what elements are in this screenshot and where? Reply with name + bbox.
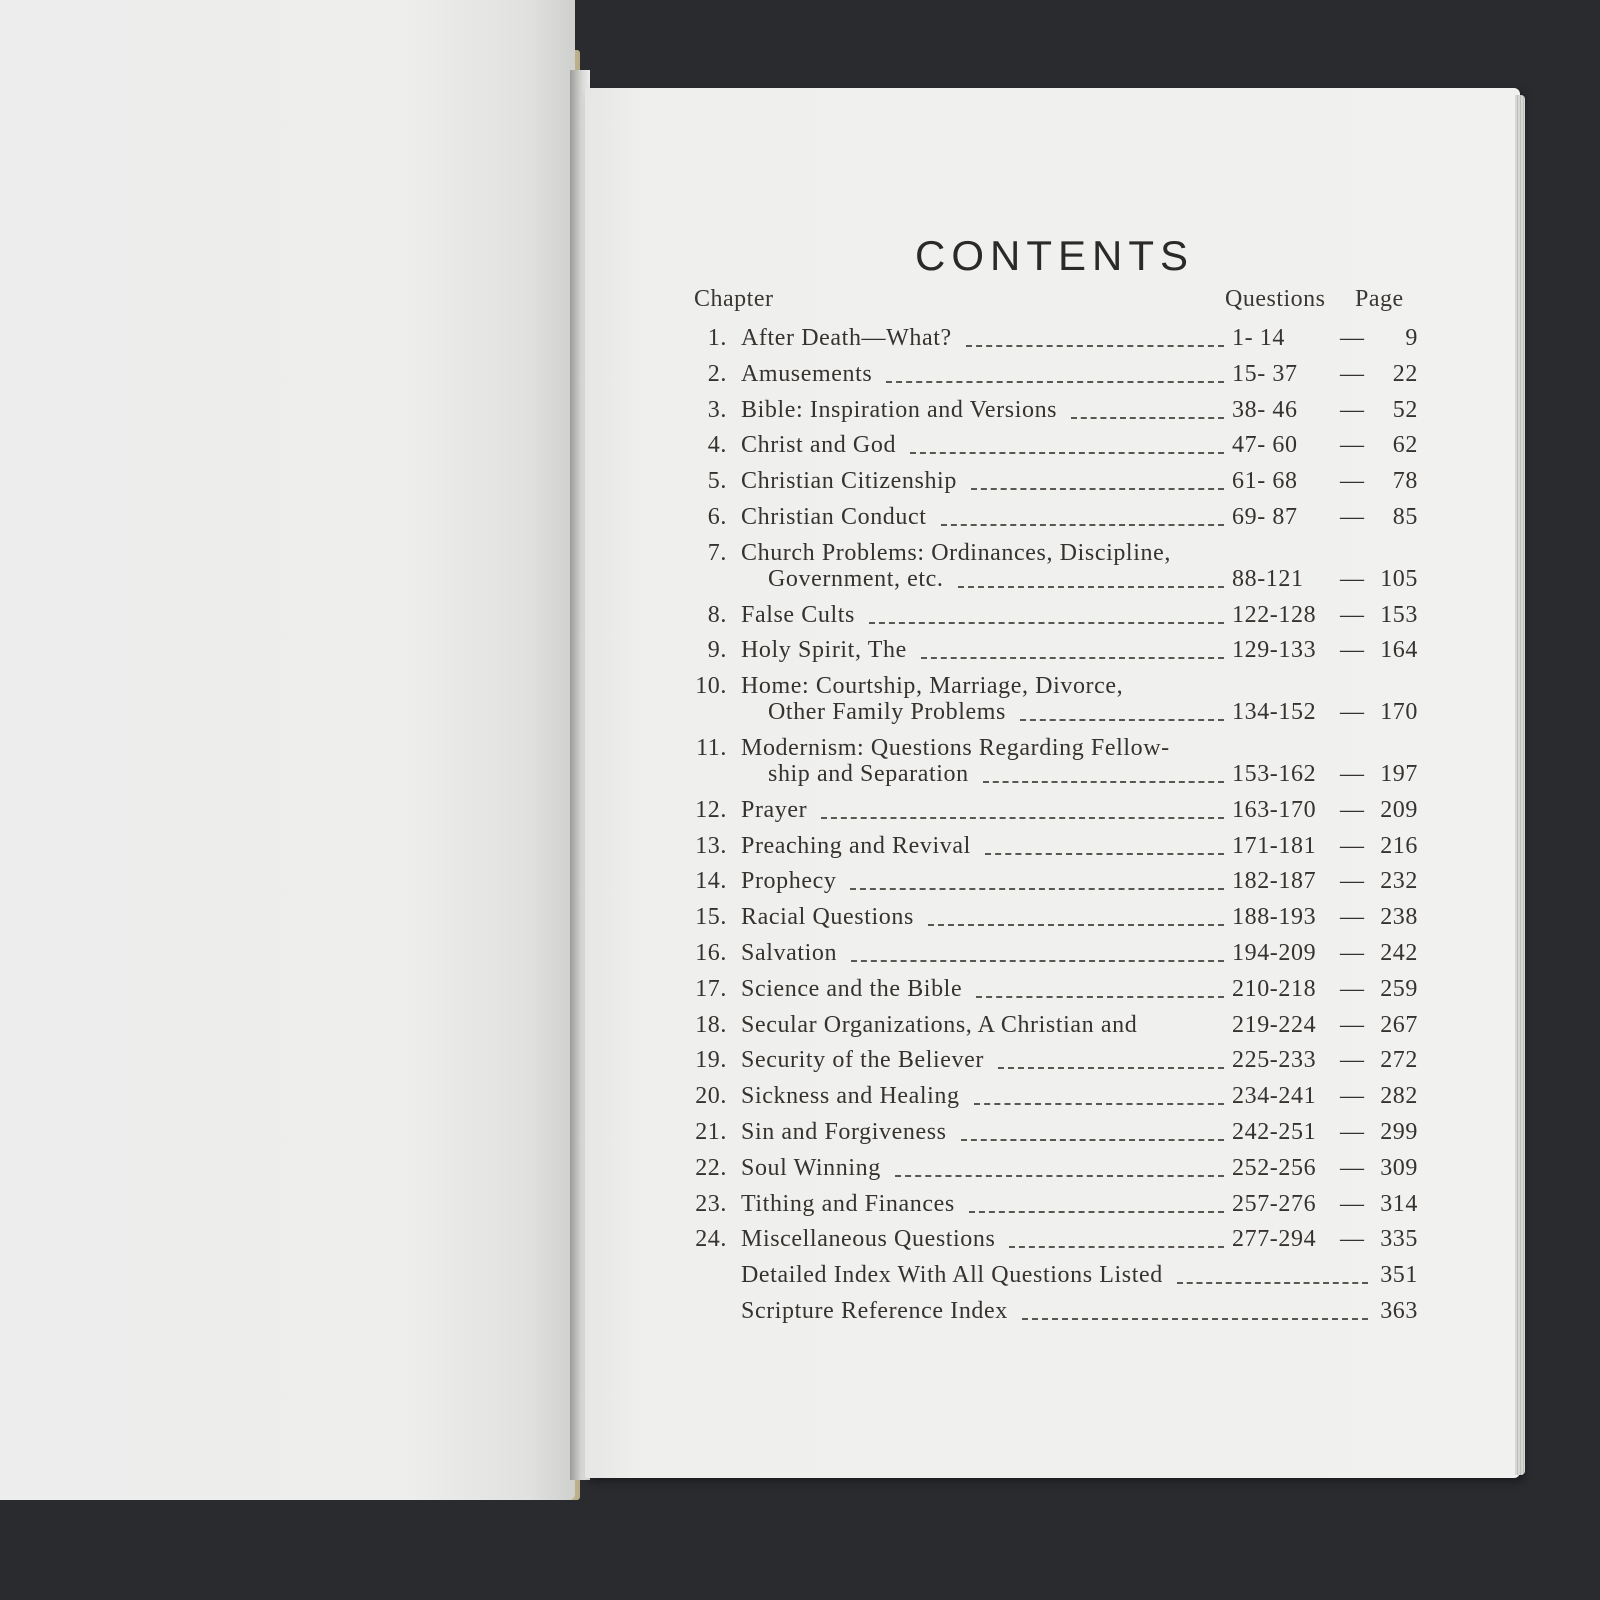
toc-entry xyxy=(0,1298,1600,1328)
page-number: 62 xyxy=(1392,432,1418,459)
dot-leader xyxy=(998,1067,1224,1069)
page-number: 22 xyxy=(1392,360,1418,387)
page-number: 78 xyxy=(1392,468,1418,495)
chapter-number: 9. xyxy=(707,637,727,664)
em-dash-separator: — xyxy=(1340,904,1365,931)
dot-leader xyxy=(886,381,1224,383)
chapter-title: Secular Organizations, A Christian and xyxy=(741,1011,1138,1038)
toc-entry xyxy=(0,735,1600,787)
questions-range: 47- 60 xyxy=(1232,432,1298,459)
page-number: 216 xyxy=(1380,832,1418,859)
chapter-title: Soul Winning xyxy=(741,1154,881,1181)
chapter-number: 13. xyxy=(695,832,727,859)
page-number: 209 xyxy=(1380,796,1418,823)
page-number: 164 xyxy=(1380,637,1418,664)
chapter-number: 23. xyxy=(695,1190,727,1217)
toc-entry xyxy=(0,361,1600,391)
em-dash-separator: — xyxy=(1340,868,1365,895)
chapter-number: 3. xyxy=(707,396,727,423)
questions-range: 234-241 xyxy=(1232,1083,1317,1110)
em-dash-separator: — xyxy=(1340,940,1365,966)
chapter-title-continued: Other Family Problems xyxy=(768,699,1006,726)
toc-entry xyxy=(0,325,1600,355)
dot-leader xyxy=(851,960,1224,962)
chapter-title: Tithing and Finances xyxy=(741,1190,955,1217)
dot-leader xyxy=(869,622,1224,624)
toc-entry xyxy=(0,1083,1600,1113)
questions-range: 182-187 xyxy=(1232,868,1317,895)
chapter-number: 6. xyxy=(707,504,727,530)
dot-leader xyxy=(1022,1318,1368,1320)
chapter-title: Holy Spirit, The xyxy=(741,637,907,664)
em-dash-separator: — xyxy=(1340,796,1365,823)
dot-leader xyxy=(910,452,1224,454)
chapter-number: 24. xyxy=(695,1226,727,1253)
toc-entry xyxy=(0,904,1600,934)
toc-entry xyxy=(0,637,1600,667)
questions-range: 38- 46 xyxy=(1232,396,1298,423)
dot-leader xyxy=(976,996,1224,998)
chapter-title: Christian Citizenship xyxy=(741,468,957,495)
questions-range: 225-233 xyxy=(1232,1047,1317,1074)
page-number: 299 xyxy=(1380,1119,1418,1145)
toc-entry xyxy=(0,602,1600,632)
toc-entry xyxy=(0,1155,1600,1185)
page-number: 105 xyxy=(1380,565,1418,592)
dot-leader xyxy=(1071,417,1224,419)
page-number: 363 xyxy=(1380,1298,1418,1324)
questions-column-header: Questions xyxy=(1225,286,1326,312)
em-dash-separator: — xyxy=(1340,1190,1365,1217)
chapter-title: Racial Questions xyxy=(741,904,914,931)
chapter-column-header: Chapter xyxy=(694,286,774,312)
dot-leader xyxy=(1177,1282,1368,1284)
questions-range: 252-256 xyxy=(1232,1154,1317,1181)
chapter-title: Detailed Index With All Questions Listed xyxy=(741,1262,1163,1289)
toc-entry xyxy=(0,1047,1600,1077)
chapter-number: 11. xyxy=(696,735,727,761)
toc-entry xyxy=(0,397,1600,427)
questions-range: 188-193 xyxy=(1232,904,1317,931)
toc-entry xyxy=(0,1226,1600,1256)
page-number: 259 xyxy=(1380,975,1418,1002)
chapter-number: 18. xyxy=(695,1011,727,1038)
chapter-title: Prophecy xyxy=(741,868,837,895)
em-dash-separator: — xyxy=(1340,1119,1365,1145)
em-dash-separator: — xyxy=(1340,1154,1365,1181)
questions-range: 122-128 xyxy=(1232,601,1317,628)
questions-range: 219-224 xyxy=(1232,1011,1317,1038)
page-number: 282 xyxy=(1380,1083,1418,1110)
page-number: 267 xyxy=(1380,1011,1418,1038)
chapter-title: Sickness and Healing xyxy=(741,1083,960,1110)
em-dash-separator: — xyxy=(1340,396,1365,423)
questions-range: 277-294 xyxy=(1232,1226,1317,1253)
chapter-title: Science and the Bible xyxy=(741,975,963,1002)
dot-leader xyxy=(985,853,1224,855)
chapter-title-continued: ship and Separation xyxy=(768,761,969,787)
dot-leader xyxy=(961,1139,1224,1141)
chapter-number: 8. xyxy=(707,601,727,628)
toc-entry xyxy=(0,468,1600,498)
page-number: 52 xyxy=(1392,396,1418,423)
questions-range: 1- 14 xyxy=(1232,325,1285,351)
chapter-title: Christ and God xyxy=(741,432,897,459)
page-number: 272 xyxy=(1380,1047,1418,1074)
chapter-title: Sin and Forgiveness xyxy=(741,1119,947,1145)
questions-range: 257-276 xyxy=(1232,1190,1317,1217)
dot-leader xyxy=(966,345,1224,347)
chapter-number: 12. xyxy=(695,796,727,823)
questions-range: 15- 37 xyxy=(1232,360,1298,387)
dot-leader xyxy=(971,488,1224,490)
em-dash-separator: — xyxy=(1340,699,1365,726)
toc-entry xyxy=(0,1119,1600,1149)
dot-leader xyxy=(821,817,1224,819)
page-number: 335 xyxy=(1380,1226,1418,1253)
toc-entry xyxy=(0,504,1600,534)
dot-leader xyxy=(969,1211,1224,1213)
questions-range: 69- 87 xyxy=(1232,504,1298,530)
toc-entry xyxy=(0,1262,1600,1292)
questions-range: 163-170 xyxy=(1232,796,1317,823)
toc-entry xyxy=(0,432,1600,462)
chapter-number: 20. xyxy=(695,1083,727,1110)
toc-entry xyxy=(0,1191,1600,1221)
questions-range: 242-251 xyxy=(1232,1119,1317,1145)
chapter-number: 7. xyxy=(707,539,727,566)
chapter-number: 2. xyxy=(707,360,727,387)
chapter-number: 14. xyxy=(695,868,727,895)
page-number: 153 xyxy=(1380,601,1418,628)
chapter-number: 17. xyxy=(695,975,727,1002)
em-dash-separator: — xyxy=(1340,637,1365,664)
chapter-title: Salvation xyxy=(741,940,838,966)
toc-entry xyxy=(0,868,1600,898)
dot-leader xyxy=(941,524,1224,526)
page-number: 85 xyxy=(1392,504,1418,530)
page-number: 238 xyxy=(1380,904,1418,931)
page-number: 242 xyxy=(1380,940,1418,966)
chapter-title: Prayer xyxy=(741,796,808,823)
toc-entry xyxy=(0,833,1600,863)
chapter-number: 15. xyxy=(695,904,727,931)
chapter-number: 1. xyxy=(707,325,727,351)
page-number: 197 xyxy=(1380,761,1418,787)
chapter-title: Church Problems: Ordinances, Discipline, xyxy=(741,539,1171,566)
chapter-number: 22. xyxy=(695,1154,727,1181)
chapter-title: Scripture Reference Index xyxy=(741,1298,1008,1324)
page-number: 351 xyxy=(1380,1262,1418,1289)
em-dash-separator: — xyxy=(1340,832,1365,859)
page-number: 232 xyxy=(1380,868,1418,895)
questions-range: 210-218 xyxy=(1232,975,1317,1002)
em-dash-separator: — xyxy=(1340,761,1365,787)
em-dash-separator: — xyxy=(1340,432,1365,459)
questions-range: 153-162 xyxy=(1232,761,1317,787)
em-dash-separator: — xyxy=(1340,975,1365,1002)
em-dash-separator: — xyxy=(1340,360,1365,387)
questions-range: 88-121 xyxy=(1232,565,1304,592)
chapter-title: Security of the Believer xyxy=(741,1047,984,1074)
page-number: 314 xyxy=(1380,1190,1418,1217)
chapter-title: Preaching and Revival xyxy=(741,832,971,859)
dot-leader xyxy=(1009,1246,1224,1248)
toc-entry xyxy=(0,673,1600,726)
em-dash-separator: — xyxy=(1340,1226,1365,1253)
page-column-header: Page xyxy=(1355,286,1404,312)
chapter-number: 10. xyxy=(695,673,727,700)
dot-leader xyxy=(958,586,1224,588)
em-dash-separator: — xyxy=(1340,504,1365,530)
chapter-number: 21. xyxy=(695,1119,727,1145)
em-dash-separator: — xyxy=(1340,325,1365,351)
chapter-title: Modernism: Questions Regarding Fellow- xyxy=(741,735,1170,761)
dot-leader xyxy=(921,657,1224,659)
questions-range: 134-152 xyxy=(1232,699,1317,726)
contents-title: CONTENTS xyxy=(915,232,1194,279)
em-dash-separator: — xyxy=(1340,601,1365,628)
chapter-title: Christian Conduct xyxy=(741,504,927,530)
chapter-title: Miscellaneous Questions xyxy=(741,1226,996,1253)
page-number: 170 xyxy=(1380,699,1418,726)
dot-leader xyxy=(974,1103,1224,1105)
chapter-title: Bible: Inspiration and Versions xyxy=(741,396,1058,423)
em-dash-separator: — xyxy=(1340,565,1365,592)
em-dash-separator: — xyxy=(1340,1047,1365,1074)
toc-entry xyxy=(0,797,1600,827)
chapter-title: After Death—What? xyxy=(741,325,952,351)
dot-leader xyxy=(895,1175,1224,1177)
questions-range: 129-133 xyxy=(1232,637,1317,664)
chapter-number: 16. xyxy=(695,940,727,966)
chapter-number: 4. xyxy=(707,432,727,459)
em-dash-separator: — xyxy=(1340,468,1365,495)
toc-entry xyxy=(0,976,1600,1006)
chapter-number: 19. xyxy=(695,1047,727,1074)
chapter-title: Home: Courtship, Marriage, Divorce, xyxy=(741,673,1124,700)
questions-range: 194-209 xyxy=(1232,940,1317,966)
chapter-title: Amusements xyxy=(741,360,873,387)
toc-entry xyxy=(0,539,1600,592)
dot-leader xyxy=(983,781,1224,783)
page-number: 9 xyxy=(1405,325,1418,351)
chapter-title-continued: Government, etc. xyxy=(768,565,944,592)
chapter-number: 5. xyxy=(707,468,727,495)
toc-entry xyxy=(0,1012,1600,1042)
page-number: 309 xyxy=(1380,1154,1418,1181)
questions-range: 61- 68 xyxy=(1232,468,1298,495)
chapter-title: False Cults xyxy=(741,601,855,628)
dot-leader xyxy=(928,924,1224,926)
dot-leader xyxy=(1020,719,1224,721)
em-dash-separator: — xyxy=(1340,1083,1365,1110)
dot-leader xyxy=(850,888,1224,890)
toc-entry xyxy=(0,940,1600,970)
em-dash-separator: — xyxy=(1340,1011,1365,1038)
questions-range: 171-181 xyxy=(1232,832,1317,859)
